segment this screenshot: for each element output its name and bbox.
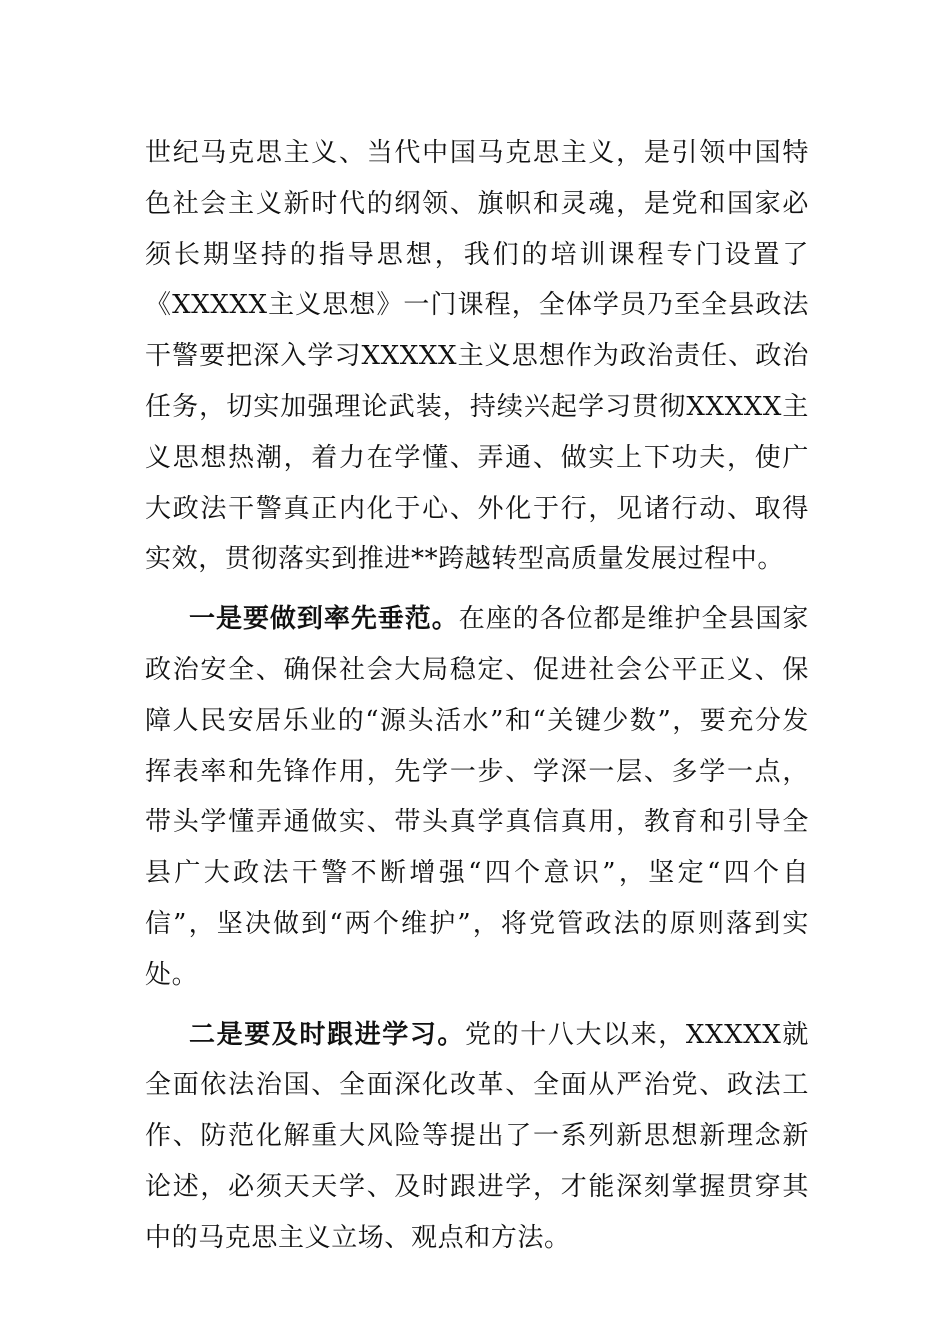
paragraph-text: 在座的各位都是维护全县国家政治安全、确保社会大局稳定、促进社会公平正义、保障人民安居乐业的“源头活水”和“关键少数”，要充分发挥表率和先锋作用，先学一步、学深一层、多学一点，带头学懂弄通做实、带头真学真信真用，教育和引导全县广大政法干警不断增强“四个意识”，坚定“四个自信”，坚决做到“两个维护”，将党管政法的原则落到实处。 bbox=[145, 604, 809, 990]
document-body bbox=[145, 128, 809, 1264]
paragraph-text: 世纪马克思主义、当代中国马克思主义，是引领中国特色社会主义新时代的纲领、旗帜和灵魂，是党和国家必须长期坚持的指导思想，我们的培训课程专门设置了《XXXXX主义思想》一门课程，全体学员乃至全县政法干警要把深入学习XXXXX主义思想作为政治责任、政治任务，切实加强理论武装，持续兴起学习贯彻XXXXX主义思想热潮，着力在学懂、弄通、做实上下功夫，使广大政法干警真正内化于心、外化于行，见诸行动、取得实效，贯彻落实到推进**跨越转型高质量发展过程中。 bbox=[145, 138, 809, 575]
paragraph-lead-by-example bbox=[145, 594, 809, 1000]
paragraph-follow-up-study bbox=[145, 1010, 809, 1264]
paragraph-heading: 一是要做到率先垂范。 bbox=[189, 604, 459, 635]
paragraph-continuation bbox=[145, 128, 809, 585]
paragraph-heading: 二是要及时跟进学习。 bbox=[189, 1019, 466, 1050]
paragraph-text: 党的十八大以来，XXXXX就全面依法治国、全面深化改革、全面从严治党、政法工作、防范化解重大风险等提出了一系列新思想新理念新论述，必须天天学、及时跟进学，才能深刻掌握贯穿其中的马克思主义立场、观点和方法。 bbox=[145, 1019, 809, 1253]
